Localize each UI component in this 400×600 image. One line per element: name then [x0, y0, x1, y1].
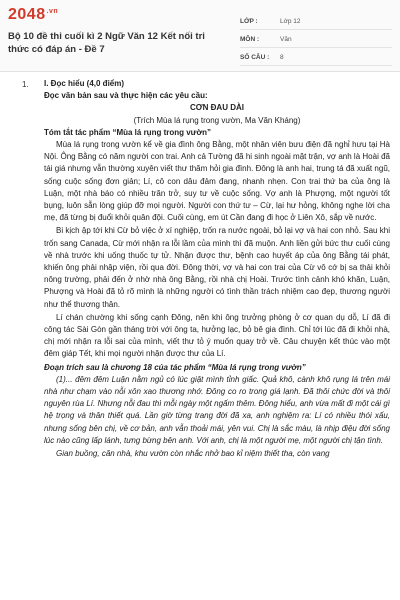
question-body [44, 78, 390, 460]
meta-label: SỐ CÂU : [240, 54, 270, 61]
excerpt-paragraph-2: Gian buồng, căn nhà, khu vườn còn nhắc nhở bao kỉ niệm thiết tha, còn vang [56, 449, 330, 459]
excerpt-paragraph-1: (1)... đêm đêm Luận nằm ngủ có lúc giật mình tỉnh giấc. Quả khô, cành khô rụng lá trên mái nhà như chạm vào nỗi xôn xao thương nhớ. Đông co ro trong giá lạnh. Đã thôi chức đời và thôi nguyên rùa Lí. Nhưng nỗi đau thì mỗi ngày một ngấm thêm. Đông hiểu, anh vừa mất đi một cái gì hệ trọng và thân thiết quá. Lần giờ từng trang đời đã xa, anh nghiệm ra: Lí có nhiều thói xấu, nhưng sống bên chị, về cơ bản, anh vẫn thoải mái, yên vui. Chị là sắc màu, là nhịp điệu đời sống lúc nào cũng lấp lánh, tưng bừng bên anh. Với anh, chị là một người mẹ, một người chị tận tình. [44, 374, 390, 445]
passage-title: CƠN ĐAU DÀI [190, 103, 244, 113]
meta-value: Văn [280, 36, 292, 43]
meta-row-question-count [240, 50, 392, 66]
summary-paragraph-1: Mùa lá rụng trong vườn kể về gia đình ông Bằng, một nhân viên bưu điện đã nghỉ hưu tại Hà Nội. Ông Bằng có năm người con trai. Anh cả Tường đã hi sinh ngoài mặt trận, vợ anh là Hoài đã tái giá nhưng vẫn thường xuyên viết thư thăm hỏi gia đình. Đông là anh hai, trung tá đã xuất ngũ, sống cuộc sống đơn giản; Lí, cô con dâu đảm đang, nhanh nhẹn. Con trai thứ ba của ông là Luận, một nhà báo có nhiều trăn trở, suy tư về cuộc sống. Vợ anh là Phượng, một người tốt bụng, luôn sẵn lòng giúp đỡ mọi người. Người con thứ tư – Cừ, lại hư hỏng, không nghe lời cha mẹ, đã từng bị đuổi khỏi quân đội. Cuối cùng, em út Cần đang đi học ở Liên Xô, sắp về nước. [44, 140, 390, 223]
excerpt-heading: Đoạn trích sau là chương 18 của tác phẩm “Mùa lá rụng trong vườn” [44, 362, 306, 372]
instruction-text: Đọc văn bản sau và thực hiện các yêu cầu: [44, 91, 208, 101]
meta-value: Lớp 12 [280, 18, 301, 25]
logo-text: 2048 [8, 6, 46, 23]
meta-label: LỚP : [240, 18, 258, 25]
document-meta [240, 14, 392, 68]
site-logo[interactable] [8, 6, 58, 24]
logo-suffix: .vn [46, 7, 59, 15]
summary-heading: Tóm tắt tác phẩm “Mùa lá rụng trong vườn” [44, 127, 212, 137]
question-number: 1. [22, 80, 29, 89]
section-heading: I. Đọc hiểu (4,0 điểm) [44, 79, 125, 88]
summary-paragraph-3: Lí chán chường khi sống cạnh Đông, nên khi ông trưởng phòng ở cơ quan dụ dỗ, Lí đã đi công tác Sài Gòn gần tháng trời với ông ta, hưởng lạc, bỏ bê gia đình. Chỉ tới lúc đã đi khỏi nhà, chị mới nhận ra lỗi sai của mình, viết thư tỏ ý muốn quay trở về. Câu chuyện kết thúc vào một đêm giáp Tết, khi mọi người nhận được thư của Lí. [44, 312, 390, 359]
meta-value: 8 [280, 54, 284, 61]
passage-source: (Trích Mùa lá rụng trong vườn, Ma Văn Kháng) [133, 115, 301, 125]
meta-row-subject [240, 32, 392, 48]
meta-row-class [240, 14, 392, 30]
summary-paragraph-2: Bi kịch ập tới khi Cừ bỏ việc ở xí nghiệp, trốn ra nước ngoài, bỏ lại vợ và hai con nhỏ. Sau khi trốn sang Canada, Cừ mới nhận ra lỗi lầm của mình thì đã muộn. Anh liền gửi bức thư cuối cùng về nhà trước khi uống thuốc tự tử. Nhận được thư, bệnh cao huyết áp của ông Bằng tái phát, khiến ông phải nhập viện, rồi qua đời. Đông thời, vợ và hai con trai của Cừ vô cớ bị sa thải khỏi nông trường, phải đến ở nhờ nhà ông Bằng, rồi nhà chị Hoài. Trước tình cảnh khó khăn, Luận, Phượng và Hoài đã tỏ rõ mình là những người có tình thần trách nhiệm cao đẹp, thương người như thể thương thân. [44, 226, 390, 309]
page-header [0, 0, 400, 72]
meta-label: MÔN : [240, 36, 260, 43]
document-title: Bộ 10 đề thi cuối kì 2 Ngữ Văn 12 Kết nối tri thức có đáp án - Đề 7 [8, 31, 205, 55]
question-content [0, 78, 400, 461]
